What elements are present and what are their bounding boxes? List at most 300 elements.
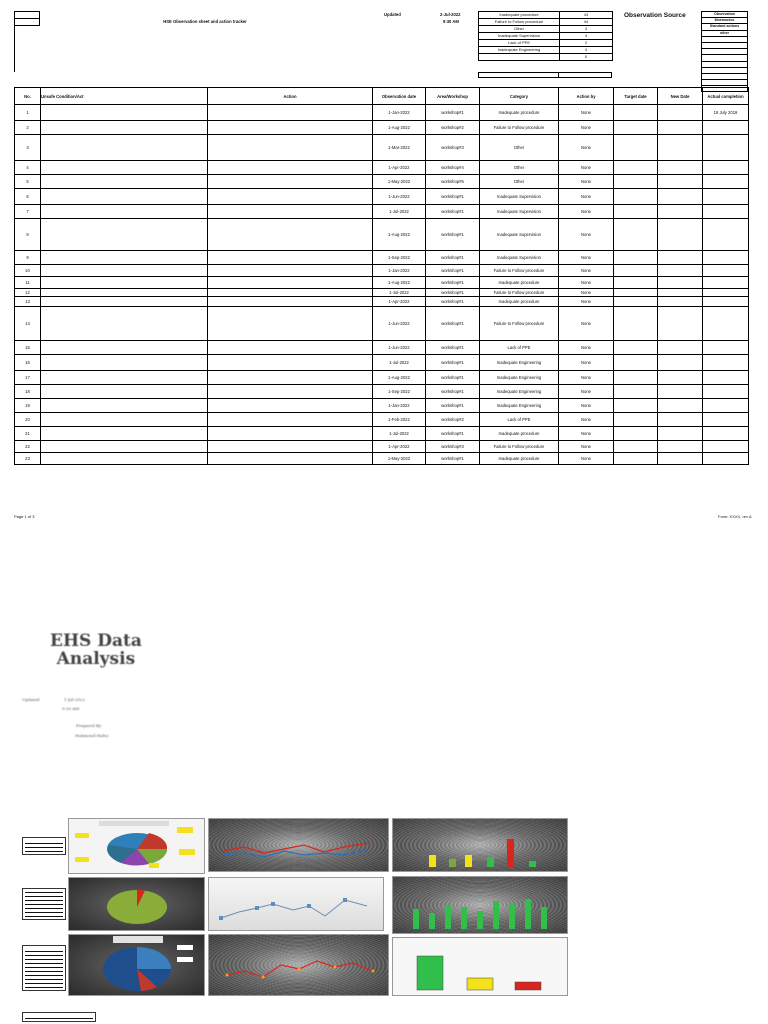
category-cell: Inadequate Engineering <box>480 371 559 385</box>
new-date-cell <box>658 385 703 399</box>
category-cell: Inadequate procedure <box>480 277 559 289</box>
mini-table-4 <box>22 1012 96 1022</box>
new-date-cell <box>658 135 703 161</box>
status-pie-graphic <box>69 878 205 931</box>
category-cell: Inadequate Engineering <box>480 355 559 371</box>
observation-date-cell: 1-Jul-2022 <box>373 355 426 371</box>
summary-category: Lack of PPE <box>479 40 560 47</box>
summary-category: Failure to Follow procedure <box>479 19 560 26</box>
new-date-cell <box>658 399 703 413</box>
area-line-graphic <box>209 935 389 996</box>
category-pie-graphic <box>69 935 205 996</box>
col-area-header: Area/Workshop <box>426 88 480 105</box>
area-cell: workshop#1 <box>426 105 480 121</box>
category-cell: Inadequate Supervision <box>480 251 559 265</box>
action-cell <box>208 205 373 219</box>
unsafe-condition-cell <box>41 341 208 355</box>
ehs-title <box>50 632 142 668</box>
observation-date-cell: 1-Jun-2022 <box>373 307 426 341</box>
row-number: 1 <box>15 105 41 121</box>
row-number: 3 <box>15 135 41 161</box>
action-cell <box>208 307 373 341</box>
new-date-cell <box>658 121 703 135</box>
row-number: 22 <box>15 441 41 453</box>
target-date-cell <box>614 297 658 307</box>
unsafe-condition-cell <box>41 161 208 175</box>
observation-date-cell: 1-Sep-2022 <box>373 251 426 265</box>
row-number: 19 <box>15 399 41 413</box>
actual-completion-cell <box>703 135 749 161</box>
action-by-cell: None <box>559 355 614 371</box>
observation-date-cell: 1-Jan-2022 <box>373 265 426 277</box>
area-cell: workshop#4 <box>426 161 480 175</box>
unsafe-condition-cell <box>41 205 208 219</box>
action-cell <box>208 105 373 121</box>
target-date-cell <box>614 189 658 205</box>
actual-completion-cell <box>703 121 749 135</box>
action-by-cell: None <box>559 399 614 413</box>
action-cell <box>208 121 373 135</box>
action-by-cell: None <box>559 105 614 121</box>
area-cell: workshop#1 <box>426 277 480 289</box>
new-date-cell <box>658 453 703 465</box>
observation-date-cell: 1-Apr-2022 <box>373 161 426 175</box>
new-date-cell <box>658 371 703 385</box>
observation-date-cell: 1-Jul-2022 <box>373 289 426 297</box>
action-cell <box>208 385 373 399</box>
row-number: 10 <box>15 265 41 277</box>
actual-completion-cell <box>703 175 749 189</box>
actual-completion-cell <box>703 219 749 251</box>
area-cell: workshop#3 <box>426 135 480 161</box>
new-date-cell <box>658 265 703 277</box>
unsafe-condition-cell <box>41 385 208 399</box>
area-cell: workshop#1 <box>426 297 480 307</box>
area-cell: workshop#3 <box>426 441 480 453</box>
observation-category-pie-chart <box>68 934 205 996</box>
area-cell: workshop#1 <box>426 289 480 297</box>
row-number: 9 <box>15 251 41 265</box>
row-number: 5 <box>15 175 41 189</box>
target-date-cell <box>614 205 658 219</box>
table-row <box>15 289 749 297</box>
table-row <box>15 277 749 289</box>
unsafe-condition-cell <box>41 121 208 135</box>
summary-count: 4 <box>560 33 613 40</box>
unsafe-condition-cell <box>41 189 208 205</box>
target-date-cell <box>614 121 658 135</box>
monthly-bars <box>393 877 568 934</box>
prepared-by-name: Mahmoud Hafez <box>75 733 109 738</box>
summary-row <box>479 33 613 40</box>
table-row <box>15 205 749 219</box>
prepared-by-label: Prepared By <box>76 723 102 728</box>
col-action-by-header: Action by <box>559 88 614 105</box>
observation-date-cell: 1-Jan-2022 <box>373 399 426 413</box>
action-cell <box>208 355 373 371</box>
summary-count: 4 <box>560 47 613 54</box>
action-cell <box>208 289 373 297</box>
actual-completion-cell <box>703 205 749 219</box>
summary-count: 43 <box>560 12 613 19</box>
summary-category: Inadequate procedure <box>479 12 560 19</box>
action-by-cell: None <box>559 371 614 385</box>
table-row <box>15 161 749 175</box>
target-date-cell <box>614 399 658 413</box>
area-cell: workshop#1 <box>426 205 480 219</box>
unsafe-condition-cell <box>41 277 208 289</box>
target-date-cell <box>614 251 658 265</box>
actual-completion-cell <box>703 307 749 341</box>
status-bars <box>393 938 568 996</box>
summary-category <box>479 54 560 61</box>
unsafe-condition-cell <box>41 175 208 189</box>
action-cell <box>208 161 373 175</box>
action-by-cell: None <box>559 205 614 219</box>
target-date-cell <box>614 427 658 441</box>
table-header-row <box>15 88 749 105</box>
action-by-cell: None <box>559 277 614 289</box>
unsafe-condition-cell <box>41 441 208 453</box>
row-number: 6 <box>15 189 41 205</box>
unsafe-condition-cell <box>41 453 208 465</box>
action-cell <box>208 341 373 355</box>
action-cell <box>208 251 373 265</box>
page-number: Page 1 of 3 <box>14 514 35 519</box>
action-by-cell: None <box>559 453 614 465</box>
row-number: 20 <box>15 413 41 427</box>
actual-completion-cell: 18 July 2019 <box>703 105 749 121</box>
timeline-graphic <box>209 819 389 872</box>
observation-table <box>14 87 749 465</box>
row-number: 12 <box>15 289 41 297</box>
actual-completion-cell <box>703 289 749 297</box>
unsafe-condition-cell <box>41 297 208 307</box>
trend-line-graphic <box>209 878 384 931</box>
summary-row <box>479 26 613 33</box>
col-action-header: Action <box>208 88 373 105</box>
observation-source-table <box>701 11 748 92</box>
target-date-cell <box>614 453 658 465</box>
action-cell <box>208 175 373 189</box>
sheet-title: HSE Observation sheet and action tracker <box>163 19 247 24</box>
category-cell: Failure to Follow procedure <box>480 121 559 135</box>
action-cell <box>208 413 373 427</box>
table-row <box>15 135 749 161</box>
summary-category: Inadequate Supervision <box>479 33 560 40</box>
area-cell: workshop#1 <box>426 219 480 251</box>
new-date-cell <box>658 307 703 341</box>
target-date-cell <box>614 341 658 355</box>
updated-date: 2-Jul-2022 <box>440 12 461 17</box>
action-by-cell: None <box>559 121 614 135</box>
unsafe-condition-cell <box>41 413 208 427</box>
table-row <box>15 371 749 385</box>
table-row <box>15 251 749 265</box>
row-number: 17 <box>15 371 41 385</box>
target-date-cell <box>614 289 658 297</box>
row-number: 7 <box>15 205 41 219</box>
target-date-cell <box>614 161 658 175</box>
summary-row <box>479 12 613 19</box>
area-cell: workshop#1 <box>426 427 480 441</box>
table-row <box>15 385 749 399</box>
observation-date-cell: 1-Sep-2022 <box>373 385 426 399</box>
total-obs-bars <box>393 819 568 872</box>
row-number: 18 <box>15 385 41 399</box>
target-date-cell <box>614 277 658 289</box>
actual-completion-cell <box>703 161 749 175</box>
category-cell: Inadequate procedure <box>480 453 559 465</box>
table-row <box>15 427 749 441</box>
timeline-line-chart <box>208 818 389 872</box>
summary-row <box>479 40 613 47</box>
action-by-cell: None <box>559 265 614 277</box>
summary-row <box>479 47 613 54</box>
observation-date-cell: 1-Aug-2022 <box>373 277 426 289</box>
action-cell <box>208 297 373 307</box>
table-row <box>15 297 749 307</box>
actual-completion-cell <box>703 251 749 265</box>
observation-date-cell: 1-Jun-2022 <box>373 189 426 205</box>
action-by-cell: None <box>559 189 614 205</box>
new-date-cell <box>658 219 703 251</box>
ehs-updated-label: Updated <box>22 697 40 702</box>
action-by-cell: None <box>559 175 614 189</box>
category-cell: Inadequate procedure <box>480 427 559 441</box>
summary-count: 44 <box>560 19 613 26</box>
unsafe-condition-cell <box>41 219 208 251</box>
new-date-cell <box>658 189 703 205</box>
updated-time: 9:30 AM <box>443 19 459 24</box>
unsafe-condition-cell <box>41 307 208 341</box>
summary-category: Other <box>479 26 560 33</box>
action-cell <box>208 453 373 465</box>
pie-chart-graphic <box>69 819 205 874</box>
action-by-cell: None <box>559 427 614 441</box>
target-date-cell <box>614 413 658 427</box>
table-row <box>15 121 749 135</box>
target-date-cell <box>614 175 658 189</box>
action-by-cell: None <box>559 341 614 355</box>
unsafe-condition-cell <box>41 371 208 385</box>
observation-date-cell: 1-Aug-2022 <box>373 219 426 251</box>
action-by-cell: None <box>559 441 614 453</box>
new-date-cell <box>658 277 703 289</box>
row-number: 23 <box>15 453 41 465</box>
observation-date-cell: 1-Apr-2022 <box>373 441 426 453</box>
action-cell <box>208 427 373 441</box>
observation-date-cell: 1-Jul-2022 <box>373 205 426 219</box>
summary-category: Inadequate Engineering <box>479 47 560 54</box>
category-cell: Failure to Follow procedure <box>480 307 559 341</box>
category-cell: Inadequate Supervision <box>480 219 559 251</box>
action-by-cell: None <box>559 251 614 265</box>
area-cell: workshop#1 <box>426 341 480 355</box>
area-cell: workshop#1 <box>426 385 480 399</box>
monthly-bar-chart <box>392 876 568 934</box>
col-category-header: Category <box>480 88 559 105</box>
row-number: 8 <box>15 219 41 251</box>
category-cell: Failure to Follow procedure <box>480 289 559 297</box>
source-cell: Standard actions <box>702 24 748 30</box>
row-number: 11 <box>15 277 41 289</box>
area-cell: workshop#1 <box>426 399 480 413</box>
col-actual-completion-header: Actual completion <box>703 88 749 105</box>
actual-completion-cell <box>703 189 749 205</box>
category-cell: Failure to Follow procedure <box>480 441 559 453</box>
observation-date-cell: 1-May-2022 <box>373 175 426 189</box>
row-number: 4 <box>15 161 41 175</box>
table-row <box>15 307 749 341</box>
target-date-cell <box>614 385 658 399</box>
new-date-cell <box>658 251 703 265</box>
action-cell <box>208 265 373 277</box>
actual-completion-cell <box>703 277 749 289</box>
row-number: 16 <box>15 355 41 371</box>
area-cell: workshop#1 <box>426 453 480 465</box>
category-cell: Inadequate Engineering <box>480 385 559 399</box>
actual-completion-cell <box>703 265 749 277</box>
table-row <box>15 453 749 465</box>
target-date-cell <box>614 307 658 341</box>
area-cell: workshop#2 <box>426 121 480 135</box>
table-row <box>15 265 749 277</box>
table-row <box>15 413 749 427</box>
target-date-cell <box>614 105 658 121</box>
actual-completion-cell <box>703 441 749 453</box>
category-cell: Inadequate Supervision <box>480 205 559 219</box>
mini-table-1 <box>22 837 66 855</box>
unsafe-condition-cell <box>41 251 208 265</box>
area-cell: workshop#1 <box>426 371 480 385</box>
row-number: 21 <box>15 427 41 441</box>
category-cell: Other <box>480 161 559 175</box>
new-date-cell <box>658 205 703 219</box>
mini-table-3 <box>22 945 66 991</box>
unsafe-condition-cell <box>41 289 208 297</box>
area-cell: workshop#2 <box>426 413 480 427</box>
area-observation-line-chart <box>208 934 389 996</box>
observation-source-title: Observation Source <box>624 12 686 19</box>
actual-completion-cell <box>703 399 749 413</box>
row-number: 14 <box>15 307 41 341</box>
summary-count: 0 <box>560 54 613 61</box>
action-cell <box>208 371 373 385</box>
actual-completion-cell <box>703 427 749 441</box>
category-cell: Inadequate Engineering <box>480 399 559 413</box>
table-row <box>15 399 749 413</box>
action-by-cell: None <box>559 307 614 341</box>
area-cell: workshop#1 <box>426 251 480 265</box>
updated-label: Updated <box>384 12 401 17</box>
observation-date-cell: 1-Aug-2022 <box>373 121 426 135</box>
target-date-cell <box>614 135 658 161</box>
actual-completion-cell <box>703 355 749 371</box>
category-summary-table <box>478 11 613 61</box>
action-cell <box>208 135 373 161</box>
row-number: 13 <box>15 297 41 307</box>
area-cell: workshop#1 <box>426 355 480 371</box>
col-observation-date-header: Observation date <box>373 88 426 105</box>
source-cell: Mnemonics <box>702 18 748 24</box>
new-date-cell <box>658 105 703 121</box>
new-date-cell <box>658 341 703 355</box>
col-no-header: No. <box>15 88 41 105</box>
new-date-cell <box>658 175 703 189</box>
col-unsafe-condition-header: Unsafe Condition/Act <box>41 88 208 105</box>
action-by-cell: None <box>559 161 614 175</box>
status-summary-bar-chart <box>392 937 568 996</box>
table-row <box>15 175 749 189</box>
category-cell: Inadequate procedure <box>480 105 559 121</box>
category-cell: Other <box>480 135 559 161</box>
summary-count: 3 <box>560 26 613 33</box>
new-date-cell <box>658 297 703 307</box>
area-cell: workshop#1 <box>426 189 480 205</box>
action-by-cell: None <box>559 289 614 297</box>
header-logo-box <box>14 11 40 26</box>
category-cell: Lack of PPE <box>480 413 559 427</box>
area-cell: workshop#5 <box>426 175 480 189</box>
table-row <box>15 219 749 251</box>
total-observation-bar-chart <box>392 818 568 872</box>
target-date-cell <box>614 219 658 251</box>
col-new-date-header: New Date <box>658 88 703 105</box>
unsafe-condition-cell <box>41 265 208 277</box>
observation-date-cell: 1-Apr-2022 <box>373 297 426 307</box>
observation-date-cell: 1-Aug-2022 <box>373 371 426 385</box>
observation-date-cell: 1-Mar-2022 <box>373 135 426 161</box>
action-cell <box>208 399 373 413</box>
summary-blank-divider <box>558 72 559 78</box>
summary-row <box>479 19 613 26</box>
col-target-date-header: Target date <box>614 88 658 105</box>
ehs-title-line2: Analysis <box>56 649 136 669</box>
unsafe-condition-cell <box>41 135 208 161</box>
ehs-title-line1: EHS Data <box>50 631 142 651</box>
observation-date-cell: 1-Jul-2022 <box>373 427 426 441</box>
observation-date-cell: 1-May-2022 <box>373 453 426 465</box>
new-date-cell <box>658 355 703 371</box>
category-cell: Lack of PPE <box>480 341 559 355</box>
area-cell: workshop#1 <box>426 307 480 341</box>
table-row <box>15 441 749 453</box>
category-cell: Inadequate Supervision <box>480 189 559 205</box>
action-by-cell: None <box>559 297 614 307</box>
target-date-cell <box>614 265 658 277</box>
observation-date-cell: 1-Jun-2022 <box>373 341 426 355</box>
category-cell: Inadequate procedure <box>480 297 559 307</box>
ehs-updated-time: 9:30 AM <box>62 706 80 711</box>
table-row <box>15 355 749 371</box>
table-row <box>15 189 749 205</box>
table-row <box>15 105 749 121</box>
new-date-cell <box>658 289 703 297</box>
monthly-trend-line-chart <box>208 877 384 931</box>
unsafe-condition-cell <box>41 355 208 371</box>
target-date-cell <box>614 371 658 385</box>
summary-blank-row <box>478 72 612 78</box>
unsafe-condition-cell <box>41 399 208 413</box>
source-cell: other <box>702 30 748 36</box>
form-reference: Form: XXXX, rev A <box>718 514 752 519</box>
row-number: 2 <box>15 121 41 135</box>
observation-date-cell: 1-Feb-2022 <box>373 413 426 427</box>
unsafe-condition-cell <box>41 427 208 441</box>
observation-per-workshop-chart <box>68 818 205 874</box>
table-row <box>15 341 749 355</box>
